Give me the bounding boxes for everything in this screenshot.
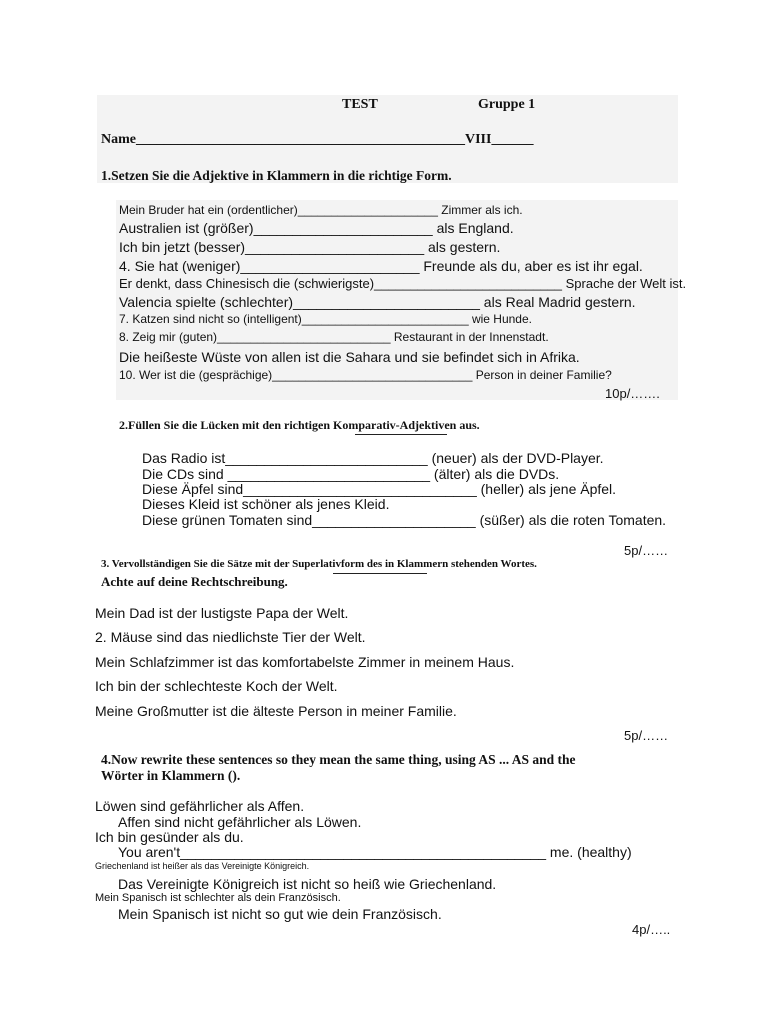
- s4-line-6: Das Vereinigte Königreich ist nicht so heiß wie Griechenland.: [118, 876, 497, 892]
- s3-line-1: Mein Dad ist der lustigste Papa der Welt.: [95, 605, 349, 621]
- group-label: Gruppe 1: [478, 97, 536, 112]
- s1-line-10: 10. Wer ist die (gesprächige)______________________________ Person in deiner Familie?: [119, 368, 612, 382]
- s4-line-4: You aren't_______________________________________________ me. (healthy): [118, 844, 632, 860]
- s2-line-2: Die CDs sind __________________________ (älter) als die DVDs.: [142, 466, 560, 482]
- s3-line-2: 2. Mäuse sind das niedlichste Tier der Welt.: [95, 629, 366, 645]
- s1-line-7: 7. Katzen sind nicht so (intelligent)_________________________ wie Hunde.: [119, 312, 532, 326]
- s4-line-5: Griechenland ist heißer als das Vereinigte Königreich.: [95, 861, 310, 871]
- s3-line-4: Ich bin der schlechteste Koch der Welt.: [95, 678, 338, 694]
- section2-score: 5p/……: [624, 543, 669, 558]
- s4-line-3: Ich bin gesünder als du.: [95, 829, 244, 845]
- section4-title-line2: Wörter in Klammern ().: [101, 768, 241, 783]
- section1-score: 10p/…….: [605, 386, 660, 401]
- s1-line-3: Ich bin jetzt (besser)_______________________ als gestern.: [119, 239, 501, 255]
- s1-line-8: 8. Zeig mir (guten)__________________________ Restaurant in der Innenstadt.: [119, 330, 549, 344]
- s4-line-1: Löwen sind gefährlicher als Affen.: [95, 798, 305, 814]
- s2-line-1: Das Radio ist__________________________ (neuer) als der DVD-Player.: [142, 450, 604, 466]
- s1-line-1: Mein Bruder hat ein (ordentlicher)_____________________ Zimmer als ich.: [119, 203, 523, 217]
- s4-line-8: Mein Spanisch ist nicht so gut wie dein Französisch.: [118, 906, 442, 922]
- section3-title-underline: [333, 573, 427, 574]
- section3-title: 3. Vervollständigen Sie die Sätze mit der Superlativform des in Klammern stehenden Wortes.: [101, 558, 537, 570]
- s2-line-4: Dieses Kleid ist schöner als jenes Kleid.: [142, 496, 390, 512]
- name-line: Name_______________________________________________VIII______: [101, 132, 534, 147]
- section4-score: 4p/…..: [632, 922, 671, 937]
- section2-title: 2.Füllen Sie die Lücken mit den richtigen Komparativ-Adjektiven aus.: [119, 418, 480, 432]
- s3-line-3: Mein Schlafzimmer ist das komfortabelste Zimmer in meinem Haus.: [95, 654, 515, 670]
- s2-line-3: Diese Äpfel sind______________________________ (heller) als jene Äpfel.: [142, 481, 617, 497]
- s4-line-7: Mein Spanisch ist schlechter als dein Französisch.: [95, 892, 341, 904]
- section2-title-underline: [355, 434, 447, 435]
- s1-line-5: Er denkt, dass Chinesisch die (schwierigste)__________________________ Sprache der Welt ist.: [119, 276, 687, 291]
- section4-title-line1: 4.Now rewrite these sentences so they mean the same thing, using AS ... AS and the: [101, 752, 576, 767]
- s3-line-5: Meine Großmutter ist die älteste Person in meiner Familie.: [95, 703, 457, 719]
- s2-line-5: Diese grünen Tomaten sind_____________________ (süßer) als die roten Tomaten.: [142, 512, 667, 528]
- s1-line-2: Australien ist (größer)_______________________ als England.: [119, 220, 514, 236]
- section1-title: 1.Setzen Sie die Adjektive in Klammern in die richtige Form.: [101, 168, 452, 183]
- s1-line-9: Die heißeste Wüste von allen ist die Sahara und sie befindet sich in Afrika.: [119, 349, 580, 365]
- s1-line-4: 4. Sie hat (weniger)_______________________ Freunde als du, aber es ist ihr egal.: [119, 258, 643, 274]
- test-label: TEST: [342, 97, 378, 112]
- section3-subtitle: Achte auf deine Rechtschreibung.: [101, 574, 288, 589]
- s1-line-6: Valencia spielte (schlechter)________________________ als Real Madrid gestern.: [119, 294, 636, 310]
- s4-line-2: Affen sind nicht gefährlicher als Löwen.: [118, 814, 362, 830]
- section3-score: 5p/……: [624, 728, 669, 743]
